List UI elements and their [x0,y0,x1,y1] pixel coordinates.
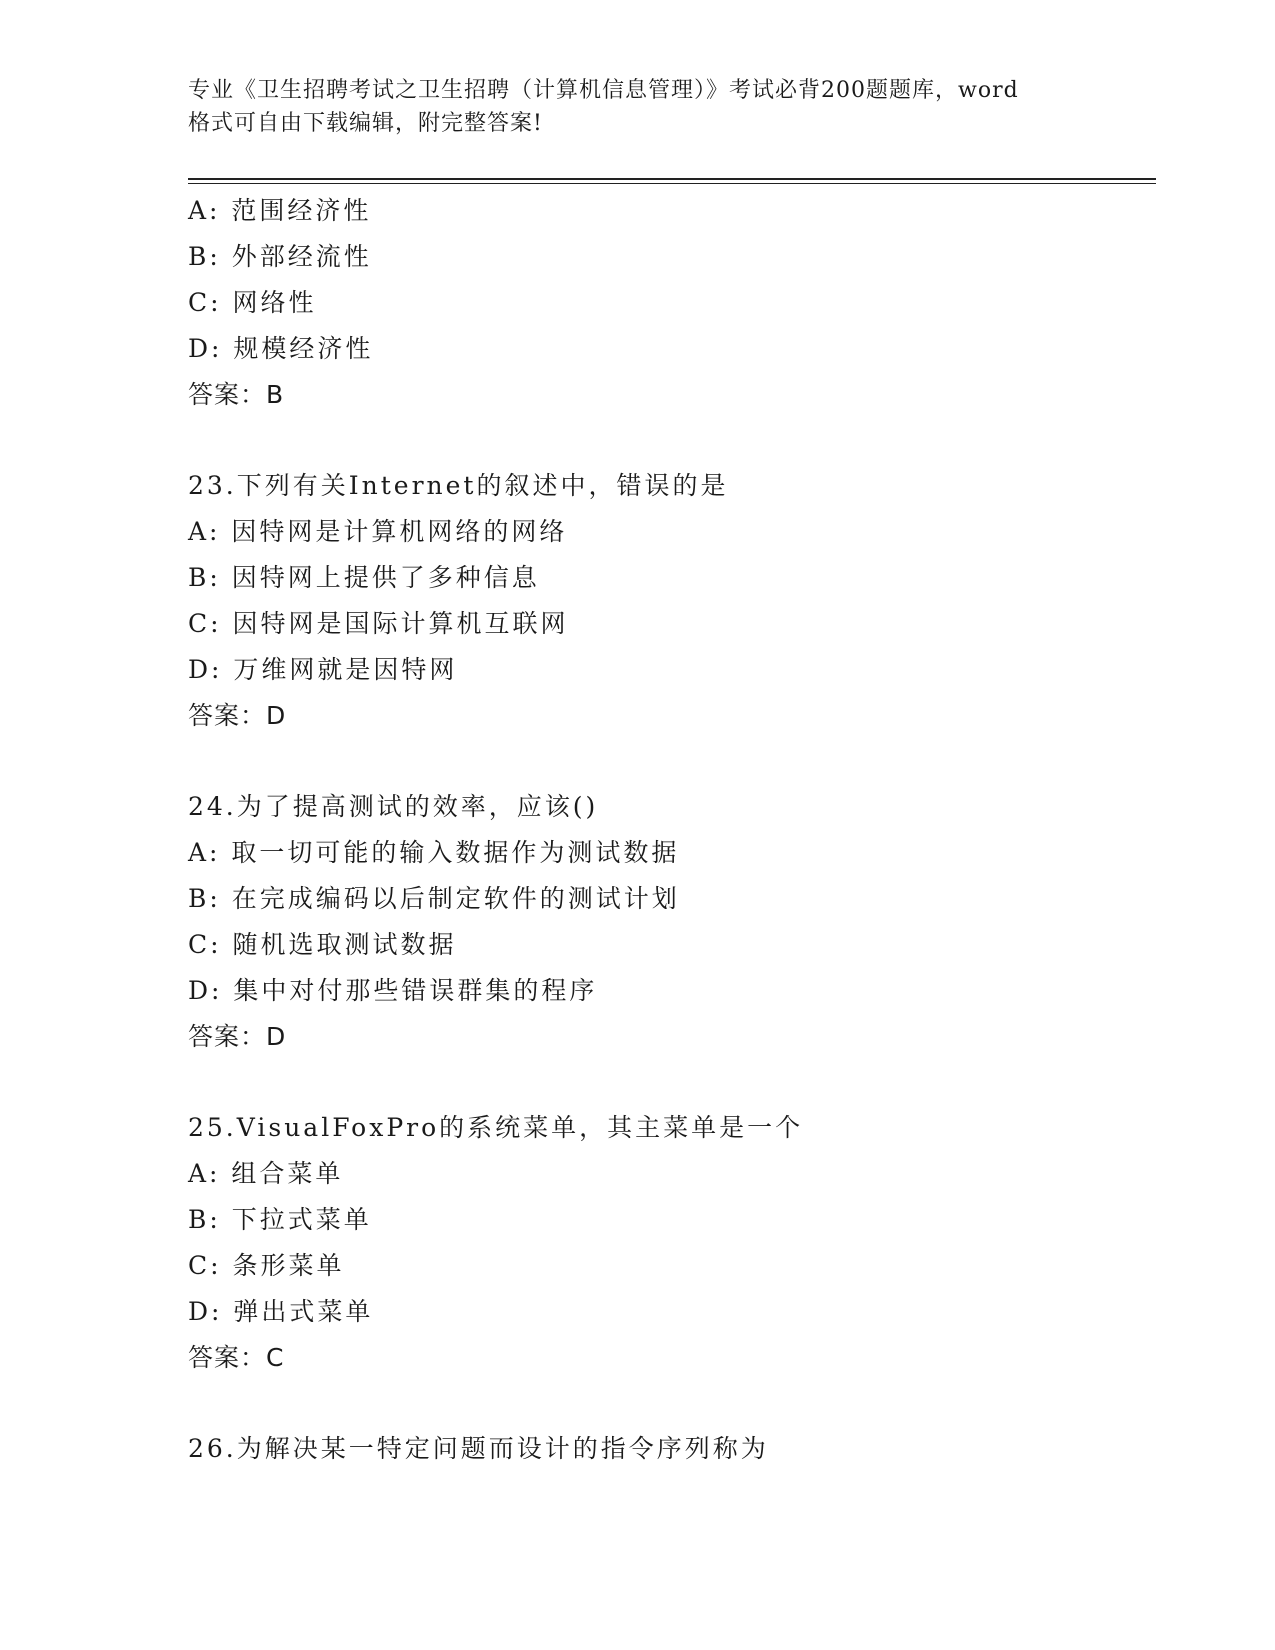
question-text: 26.为解决某一特定问题而设计的指令序列称为 [188,1434,769,1463]
question-list [188,188,1156,1472]
option-a: A: 因特网是计算机网络的网络 [188,517,568,546]
option-b: B: 下拉式菜单 [188,1205,372,1234]
option-d: D: 规模经济性 [188,334,374,363]
spacer [188,418,1156,463]
option-c: C: 因特网是国际计算机互联网 [188,609,569,638]
question-26 [188,1426,1156,1472]
spacer [188,739,1156,784]
question-text: 25.VisualFoxPro的系统菜单，其主菜单是一个 [188,1113,804,1142]
answer: 答案：C [188,1343,285,1372]
answer: 答案：D [188,1022,287,1051]
option-b: B: 因特网上提供了多种信息 [188,563,540,592]
header-line-2: 格式可自由下载编辑，附完整答案! [188,111,543,136]
question-text: 23.下列有关Internet的叙述中，错误的是 [188,471,729,500]
spacer [188,1381,1156,1426]
option-a: A: 取一切可能的输入数据作为测试数据 [188,838,680,867]
question-23 [188,463,1156,739]
option-d: D: 万维网就是因特网 [188,655,458,684]
question-24 [188,784,1156,1060]
header-line-1: 专业《卫生招聘考试之卫生招聘（计算机信息管理）》考试必背200题题库，word [188,78,1019,103]
option-a: A: 组合菜单 [188,1159,344,1188]
answer: 答案：D [188,701,287,730]
question-25 [188,1105,1156,1381]
option-d: D: 集中对付那些错误群集的程序 [188,976,598,1005]
option-c: C: 网络性 [188,288,317,317]
option-c: C: 条形菜单 [188,1251,345,1280]
header-divider [188,178,1156,180]
option-b: B: 在完成编码以后制定软件的测试计划 [188,884,680,913]
answer: 答案：B [188,380,285,409]
option-a: A: 范围经济性 [188,196,372,225]
document-header [188,74,1088,140]
spacer [188,1060,1156,1105]
option-c: C: 随机选取测试数据 [188,930,457,959]
header-divider-thin [188,183,1156,184]
question-text: 24.为了提高测试的效率，应该() [188,792,599,821]
option-d: D: 弹出式菜单 [188,1297,374,1326]
option-b: B: 外部经流性 [188,242,372,271]
question-22 [188,188,1156,418]
